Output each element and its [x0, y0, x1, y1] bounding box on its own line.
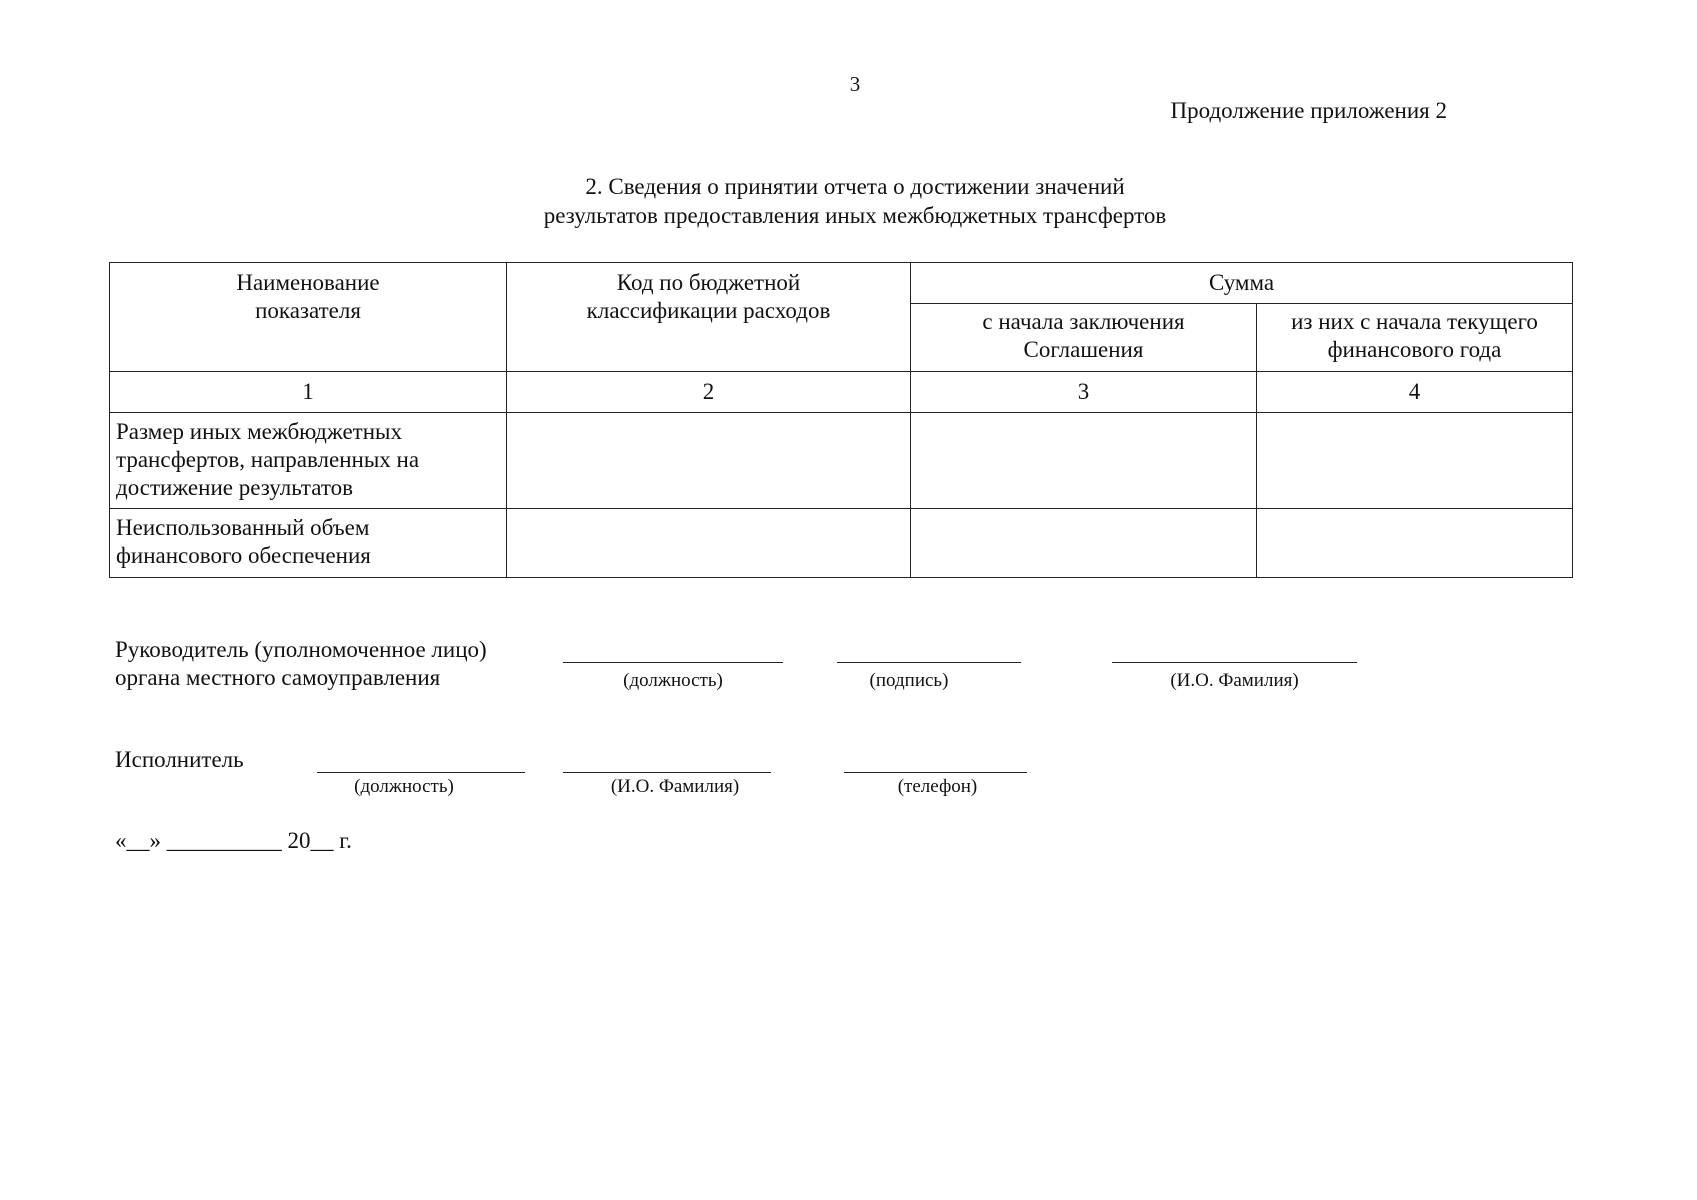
section-title-line2: результатов предоставления иных межбюджетных трансфертов — [543, 203, 1167, 228]
executor-position-caption: (должность) — [354, 776, 454, 797]
executor-label: Исполнитель — [115, 747, 244, 772]
appendix-note: Продолжение приложения 2 — [1170, 98, 1447, 123]
row-code-cell[interactable] — [507, 413, 911, 509]
table-row — [110, 413, 1573, 509]
section-title — [0, 172, 1697, 230]
head-signature-label — [115, 636, 487, 692]
column-number-2: 2 — [507, 372, 911, 413]
row-sum-year-cell[interactable] — [1257, 509, 1573, 578]
executor-name-caption: (И.О. Фамилия) — [610, 776, 740, 797]
page-number: 3 — [849, 72, 861, 96]
row-sum-total-cell[interactable] — [911, 509, 1257, 578]
row-code-cell[interactable] — [507, 509, 911, 578]
head-name-line[interactable] — [1112, 662, 1357, 663]
header-sum-since-agreement: с начала заключения Соглашения — [911, 304, 1257, 372]
executor-phone-caption: (телефон) — [897, 776, 978, 797]
report-table — [109, 262, 1573, 578]
row-name: Размер иных межбюджетных трансфертов, направленных на достижение результатов — [110, 413, 507, 509]
head-signature-line[interactable] — [837, 662, 1021, 663]
column-number-3: 3 — [911, 372, 1257, 413]
executor-position-line[interactable] — [317, 772, 525, 773]
executor-name-line[interactable] — [563, 772, 771, 773]
date-line[interactable]: «__» __________ 20__ г. — [115, 828, 352, 853]
header-indicator-name: Наименование показателя — [110, 263, 507, 372]
row-sum-total-cell[interactable] — [911, 413, 1257, 509]
head-position-line[interactable] — [563, 662, 783, 663]
head-position-caption: (должность) — [623, 670, 723, 691]
head-name-caption: (И.О. Фамилия) — [1170, 670, 1299, 691]
table-row — [110, 509, 1573, 578]
section-title-line1: 2. Сведения о принятии отчета о достижении значений — [585, 174, 1125, 199]
head-signature-caption: (подпись) — [869, 670, 949, 691]
column-number-1: 1 — [110, 372, 507, 413]
column-number-4: 4 — [1257, 372, 1573, 413]
header-sum-current-year: из них с начала текущего финансового года — [1257, 304, 1573, 372]
header-sum: Сумма — [911, 263, 1573, 304]
head-label-line1: Руководитель (уполномоченное лицо) — [115, 637, 487, 662]
header-budget-code: Код по бюджетной классификации расходов — [507, 263, 911, 372]
row-sum-year-cell[interactable] — [1257, 413, 1573, 509]
row-name: Неиспользованный объем финансового обеспечения — [110, 509, 507, 578]
head-label-line2: органа местного самоуправления — [115, 665, 441, 690]
executor-phone-line[interactable] — [844, 772, 1027, 773]
